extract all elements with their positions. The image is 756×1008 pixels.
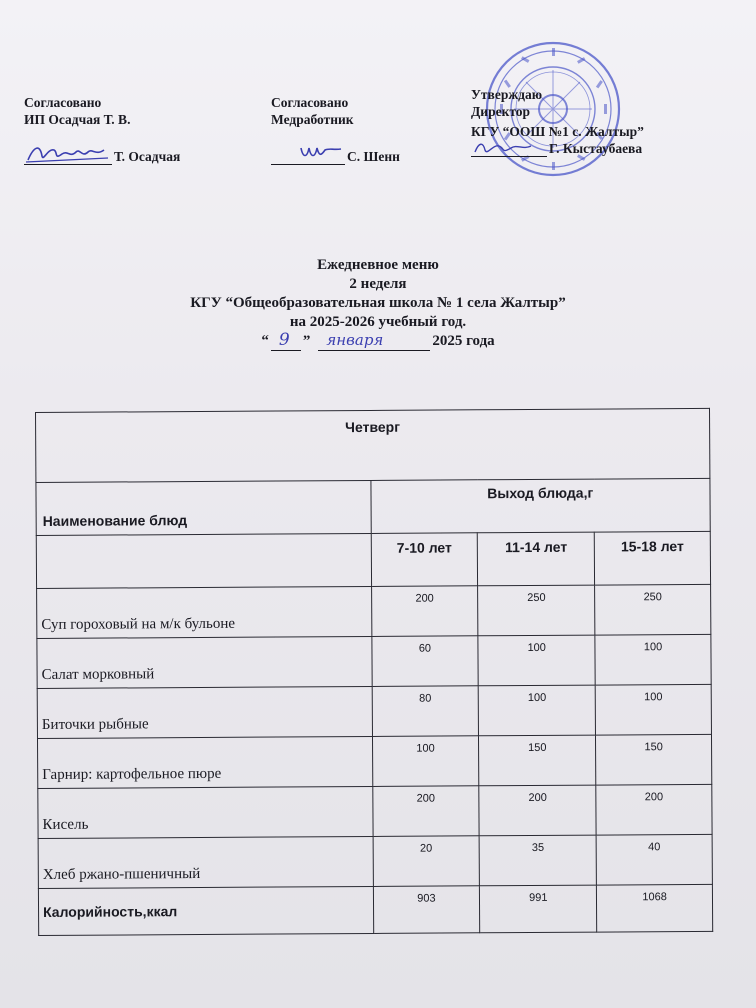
dish-name: Биточки рыбные <box>37 686 372 738</box>
approval-right-position: Директор <box>471 104 531 119</box>
day-of-week: Четверг <box>36 408 710 482</box>
approval-right-title: Утверждаю <box>471 87 543 102</box>
date-year: 2025 года <box>432 333 495 349</box>
approval-left-title: Согласовано <box>24 95 102 110</box>
date-day-blank <box>271 330 301 351</box>
dish-value: 20 <box>373 836 480 887</box>
date-quote-open: “ <box>261 333 269 349</box>
menu-table <box>35 408 713 936</box>
signature-line-left <box>24 140 180 165</box>
dish-name: Кисель <box>38 786 373 838</box>
age-group-11-14: 11-14 лет <box>478 532 595 586</box>
table-row <box>37 584 711 638</box>
dish-value: 150 <box>479 735 596 786</box>
table-row <box>38 784 712 838</box>
table-age-row <box>36 531 710 588</box>
dish-value: 250 <box>478 585 595 636</box>
dish-value: 100 <box>372 736 479 787</box>
table-row <box>37 634 711 688</box>
age-row-empty-cell <box>36 533 371 588</box>
document-title <box>0 256 756 351</box>
table-row <box>37 734 711 788</box>
column-header-name: Наименование блюд <box>36 480 371 535</box>
date-month-blank <box>318 331 430 351</box>
signature-line-middle <box>271 140 400 165</box>
table-row <box>37 684 711 738</box>
dish-value: 250 <box>595 584 711 635</box>
table-header-row <box>36 478 710 535</box>
dish-value: 100 <box>478 635 595 686</box>
calories-value: 1068 <box>597 884 713 932</box>
approval-middle-org: Медработник <box>271 112 354 127</box>
dish-value: 100 <box>479 685 596 736</box>
age-group-7-10: 7-10 лет <box>371 533 478 587</box>
approval-right-org: КГУ “ООШ №1 с. Жалтыр” <box>471 124 644 139</box>
title-week: 2 неделя <box>349 276 407 292</box>
signature-middle <box>271 140 345 165</box>
dish-value: 200 <box>596 784 712 835</box>
signer-right-name: Г. Кыстаубаева <box>549 141 643 156</box>
signature-right <box>471 140 547 157</box>
handwritten-signature-icon <box>471 138 547 158</box>
approval-middle <box>271 94 400 165</box>
table-day-row <box>36 408 710 482</box>
table-total-row <box>38 884 712 935</box>
age-group-15-18: 15-18 лет <box>594 531 710 585</box>
column-header-output: Выход блюда,г <box>370 478 710 533</box>
dish-name: Гарнир: картофельное пюре <box>37 736 372 788</box>
dish-value: 200 <box>479 785 596 836</box>
dish-name: Суп гороховый на м/к бульоне <box>37 586 372 638</box>
title-school: КГУ “Общеобразовательная школа № 1 села Жалтыр” <box>190 295 566 311</box>
title-date <box>0 332 756 351</box>
dish-value: 40 <box>596 834 712 885</box>
handwritten-signature-icon <box>271 140 345 166</box>
dish-name: Хлеб ржано-пшеничный <box>38 836 373 888</box>
dish-value: 100 <box>595 634 711 685</box>
date-month-handwritten: января <box>326 331 384 349</box>
approval-middle-title: Согласовано <box>271 95 349 110</box>
calories-label: Калорийность,ккал <box>38 886 373 935</box>
table-row <box>38 834 712 888</box>
approval-left-org: ИП Осадчая Т. В. <box>24 112 131 127</box>
approval-left <box>24 94 180 165</box>
dish-value: 150 <box>596 734 712 785</box>
title-year: на 2025-2026 учебный год. <box>289 314 467 330</box>
approval-right <box>471 86 644 157</box>
dish-value: 80 <box>372 686 479 737</box>
signature-line-right <box>471 140 644 157</box>
dish-name: Салат морковный <box>37 636 372 688</box>
title-menu: Ежедневное меню <box>317 257 439 273</box>
dish-value: 100 <box>595 684 711 735</box>
date-day-handwritten: 9 <box>278 330 290 350</box>
date-quote-close: ” <box>302 333 311 349</box>
dish-value: 200 <box>371 586 478 637</box>
dish-value: 35 <box>479 835 596 886</box>
signer-left-name: Т. Осадчая <box>114 149 181 164</box>
signer-middle-name: С. Шенн <box>347 149 400 164</box>
signature-left <box>24 140 112 165</box>
dish-value: 200 <box>372 786 479 837</box>
calories-value: 903 <box>373 886 480 934</box>
dish-value: 60 <box>371 636 478 687</box>
calories-value: 991 <box>480 885 597 933</box>
handwritten-signature-icon <box>24 140 112 166</box>
